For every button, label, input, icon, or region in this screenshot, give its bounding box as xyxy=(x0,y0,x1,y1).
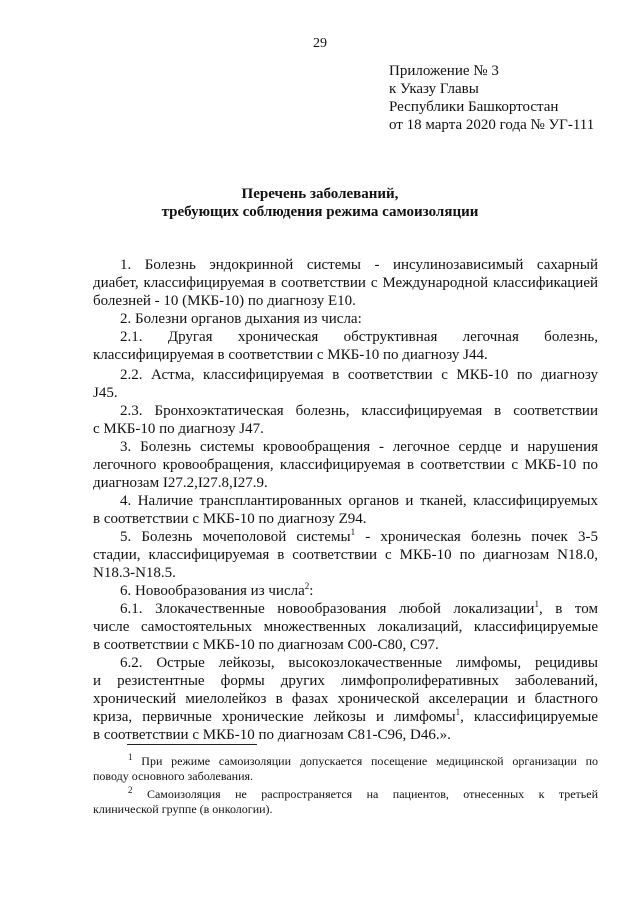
appendix-line: от 18 марта 2020 года № УГ-111 xyxy=(389,117,595,133)
document-title-line1: Перечень заболеваний, xyxy=(241,186,399,202)
body-line: и резистентные формы других лимфопролиферативных заболеваний, xyxy=(93,673,598,689)
footnote-text: Самоизоляция не распространяется на пациентов, отнесенных к третьей xyxy=(146,787,599,801)
body-text: 6. Новообразования из числа xyxy=(120,583,305,599)
appendix-line: Приложение № 3 xyxy=(389,63,499,79)
body-line: 2.2. Астма, классифицируемая в соответствии с МКБ-10 по диагнозу xyxy=(120,367,598,383)
body-text: 6.1. Злокачественные новообразования любой локализации xyxy=(120,601,535,617)
body-line xyxy=(120,600,598,618)
appendix-line: Республики Башкортостан xyxy=(389,99,559,115)
body-line: 3. Болезнь системы кровообращения - легочное сердце и нарушения xyxy=(120,439,598,455)
body-line: хронический миелолейкоз в фазах хронической акселерации и бластного xyxy=(93,691,598,707)
body-line: 2.3. Бронхоэктатическая болезнь, классифицируемая в соответствии xyxy=(120,403,598,419)
body-line: 2.1. Другая хроническая обструктивная легочная болезнь, xyxy=(120,329,598,345)
document-title-line2: требующих соблюдения режима самоизоляции xyxy=(161,204,479,220)
body-line: в соответствии с МКБ-10 по диагнозам C00-C80, C97. xyxy=(93,637,439,653)
footnote-mark: 1 xyxy=(128,752,133,762)
appendix-header xyxy=(389,62,594,134)
appendix-line: к Указу Главы xyxy=(389,81,479,97)
footnote-ref: 1 xyxy=(350,527,356,537)
footnote-ref: 1 xyxy=(455,707,461,717)
body-text: , классифицируемые xyxy=(460,709,598,725)
body-line: с МКБ-10 по диагнозу J47. xyxy=(93,421,264,437)
footnote-2 xyxy=(128,787,598,802)
footnote-1-cont: поводу основного заболевания. xyxy=(93,769,254,783)
footnote-ref: 2 xyxy=(304,581,310,591)
body-line: легочного кровообращения, классифицируемая в соответствии с МКБ-10 по xyxy=(93,457,598,473)
body-line: классифицируемая в соответствии с МКБ-10 по диагнозу J44. xyxy=(93,347,488,363)
body-line: 6.2. Острые лейкозы, высокозлокачественные лимфомы, рецидивы xyxy=(120,655,598,671)
body-line: болезней - 10 (МКБ-10) по диагнозу Е10. xyxy=(93,293,356,309)
body-line: диагнозам I27.2,I27.8,I27.9. xyxy=(93,475,268,491)
body-line: в соответствии с МКБ-10 по диагнозу Z94. xyxy=(93,511,367,527)
body-text: 5. Болезнь мочеполовой системы xyxy=(120,529,351,545)
footnote-mark: 2 xyxy=(128,785,133,795)
body-text: криза, первичные хронические лейкозы и лимфомы xyxy=(93,709,456,725)
body-line: числе самостоятельных множественных локализаций, классифицируемые xyxy=(93,619,598,635)
body-line: 2. Болезни органов дыхания из числа: xyxy=(120,311,362,327)
body-line xyxy=(120,582,598,600)
body-line: N18.3-N18.5. xyxy=(93,565,176,581)
footnote-1 xyxy=(128,754,598,769)
body-line: 4. Наличие трансплантированных органов и тканей, классифицируемых xyxy=(120,493,598,509)
body-line xyxy=(93,708,598,726)
page-number: 29 xyxy=(313,36,327,51)
body-text: : xyxy=(309,583,314,599)
body-line: стадии, классифицируемая в соответствии с МКБ-10 по диагнозам N18.0, xyxy=(93,547,598,563)
body-line: диабет, классифицируемая в соответствии с Международной классификацией xyxy=(93,275,598,291)
footnote-separator xyxy=(127,744,257,745)
body-line: в соответствии с МКБ-10 по диагнозам C81-C96, D46.». xyxy=(93,727,451,743)
body-text: - хроническая болезнь почек 3-5 xyxy=(355,529,598,545)
footnote-text: При режиме самоизоляции допускается посещение медицинской организации по xyxy=(141,754,598,768)
body-line: J45. xyxy=(93,385,118,401)
footnote-2-cont: клинической группе (в онкологии). xyxy=(93,802,273,816)
body-line: 1. Болезнь эндокринной системы - инсулинозависимый сахарный xyxy=(120,257,598,273)
body-line xyxy=(120,528,598,546)
footnote-ref: 1 xyxy=(534,599,539,609)
body-text: , в том xyxy=(538,601,598,617)
